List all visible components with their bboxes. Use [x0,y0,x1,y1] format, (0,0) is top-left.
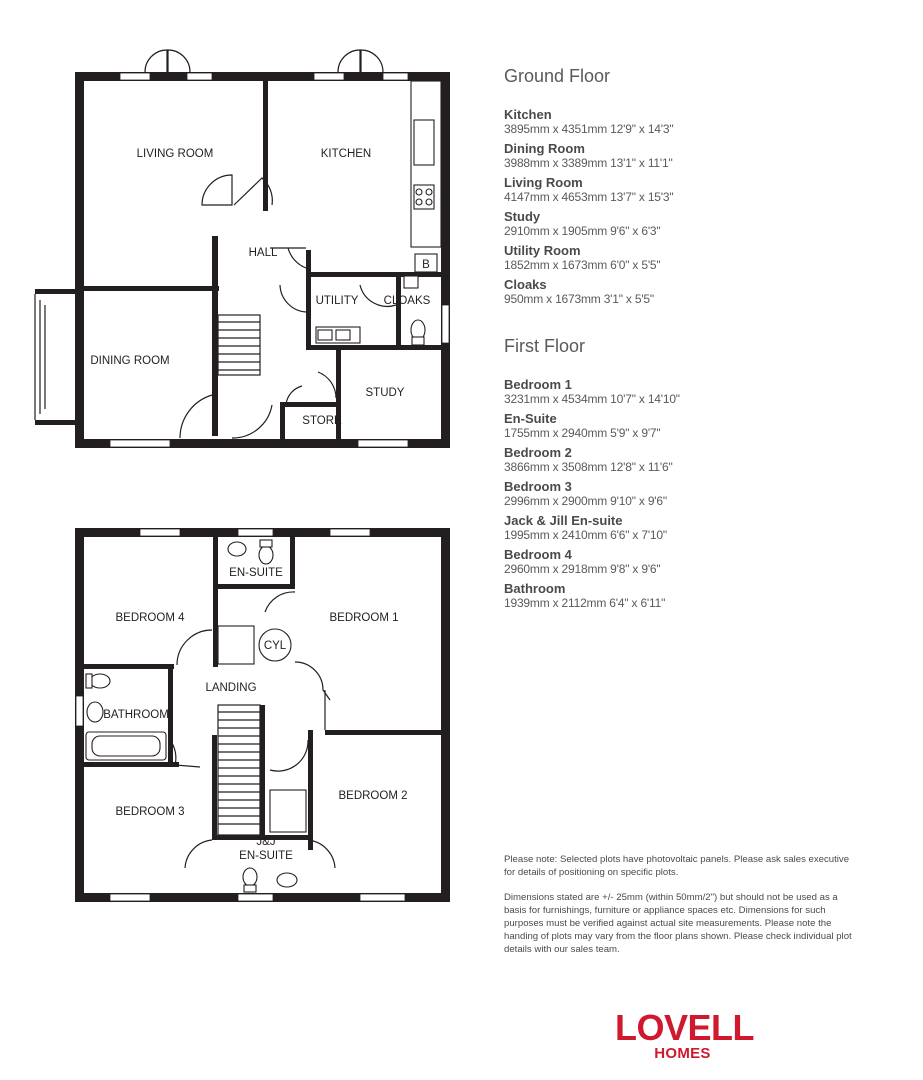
room-dims: 3866mm x 3508mm 12'8" x 11'6" [504,460,673,474]
room-dims: 1995mm x 2410mm 6'6" x 7'10" [504,528,667,542]
disclaimer-notes [504,853,859,968]
room-dims: 2910mm x 1905mm 9'6" x 6'3" [504,224,661,238]
landing-label: LANDING [205,682,257,694]
room-dims: 1755mm x 2940mm 5'9" x 9'7" [504,426,661,440]
legend-entry [504,377,904,406]
room-dims: 1852mm x 1673mm 6'0" x 5'5" [504,258,661,272]
room-dims: 2996mm x 2900mm 9'10" x 9'6" [504,494,667,508]
room-name: Cloaks [504,277,547,292]
legend-entry [504,581,904,610]
room-name: Living Room [504,175,583,190]
room-name: Bedroom 1 [504,377,572,392]
first-floor-block [504,336,904,610]
room-name: Study [504,209,541,224]
room-name: Bedroom 3 [504,479,572,494]
legend-entry [504,141,904,170]
en-suite-label: EN-SUITE [229,567,283,579]
store-label: STORE [302,415,342,427]
first-stairs [218,705,265,835]
logo-brand: LOVELL [615,1007,754,1048]
room-name: Jack & Jill En-suite [504,513,623,528]
ground-floor-block [504,66,904,306]
bedroom-4-label: BEDROOM 4 [115,612,185,624]
cylinder-label: CYL [263,640,287,652]
legend-entry [504,547,904,576]
legend-entry [504,175,904,204]
room-name: Dining Room [504,141,585,156]
ground-stairs [218,315,260,375]
ground-floor-title: Ground Floor [504,66,611,86]
room-dims: 4147mm x 4653mm 13'7" x 15'3" [504,190,674,204]
bathroom-label: BATHROOM [103,709,169,721]
room-name: Bathroom [504,581,566,596]
room-dims: 3895mm x 4351mm 12'9" x 14'3" [504,122,674,136]
bedroom-3-label: BEDROOM 3 [115,806,185,818]
room-dims: 3988mm x 3389mm 13'1" x 11'1" [504,156,673,170]
jj-label-line1: J&J [256,836,276,848]
room-name: Bedroom 4 [504,547,572,562]
room-dims: 950mm x 1673mm 3'1" x 5'5" [504,292,654,306]
room-name: En-Suite [504,411,557,426]
first-floor-plan [75,528,450,902]
room-dimensions-legend [504,66,904,615]
first-floor-title: First Floor [504,336,585,356]
legend-entry [504,513,904,542]
dining-room-label: DINING ROOM [90,355,170,367]
legend-entry [504,277,904,306]
utility-label: UTILITY [315,295,359,307]
lovell-homes-logo [615,1007,754,1062]
kitchen-label: KITCHEN [320,148,372,160]
room-name: Utility Room [504,243,581,258]
ground-floor-plan [35,50,450,448]
room-name: Kitchen [504,107,552,122]
legend-entry [504,445,904,474]
living-room-label: LIVING ROOM [136,148,214,160]
legend-entry [504,411,904,440]
bedroom-2-label: BEDROOM 2 [338,790,408,802]
boiler-label: B [422,259,430,271]
hall-label: HALL [248,247,278,259]
logo-sub: HOMES [654,1045,711,1062]
legend-entry [504,209,904,238]
room-dims: 1939mm x 2112mm 6'4" x 6'11" [504,596,666,610]
cloaks-label: CLOAKS [383,295,431,307]
legend-entry [504,479,904,508]
jj-label-line2: EN-SUITE [239,850,293,862]
bedroom-1-label: BEDROOM 1 [329,612,399,624]
study-label: STUDY [365,387,405,399]
panels-note: Please note: Selected plots have photovoltaic panels. Please ask sales executive for details of positioning on specific plots. [504,854,850,878]
room-dims: 2960mm x 2918mm 9'8" x 9'6" [504,562,661,576]
dimensions-note: Dimensions stated are +/- 25mm (within 50mm/2") but should not be used as a basis for furnishings, furniture or appliance spaces etc. Dimensions for such purposes must be verified against actual site measurements. Please note the handing of plots may vary from the floor plans shown. Please check individual plot details with our sales team. [504,892,852,955]
legend-entry [504,243,904,272]
room-dims: 3231mm x 4534mm 10'7" x 14'10" [504,392,680,406]
legend-entry [504,107,904,136]
room-name: Bedroom 2 [504,445,572,460]
